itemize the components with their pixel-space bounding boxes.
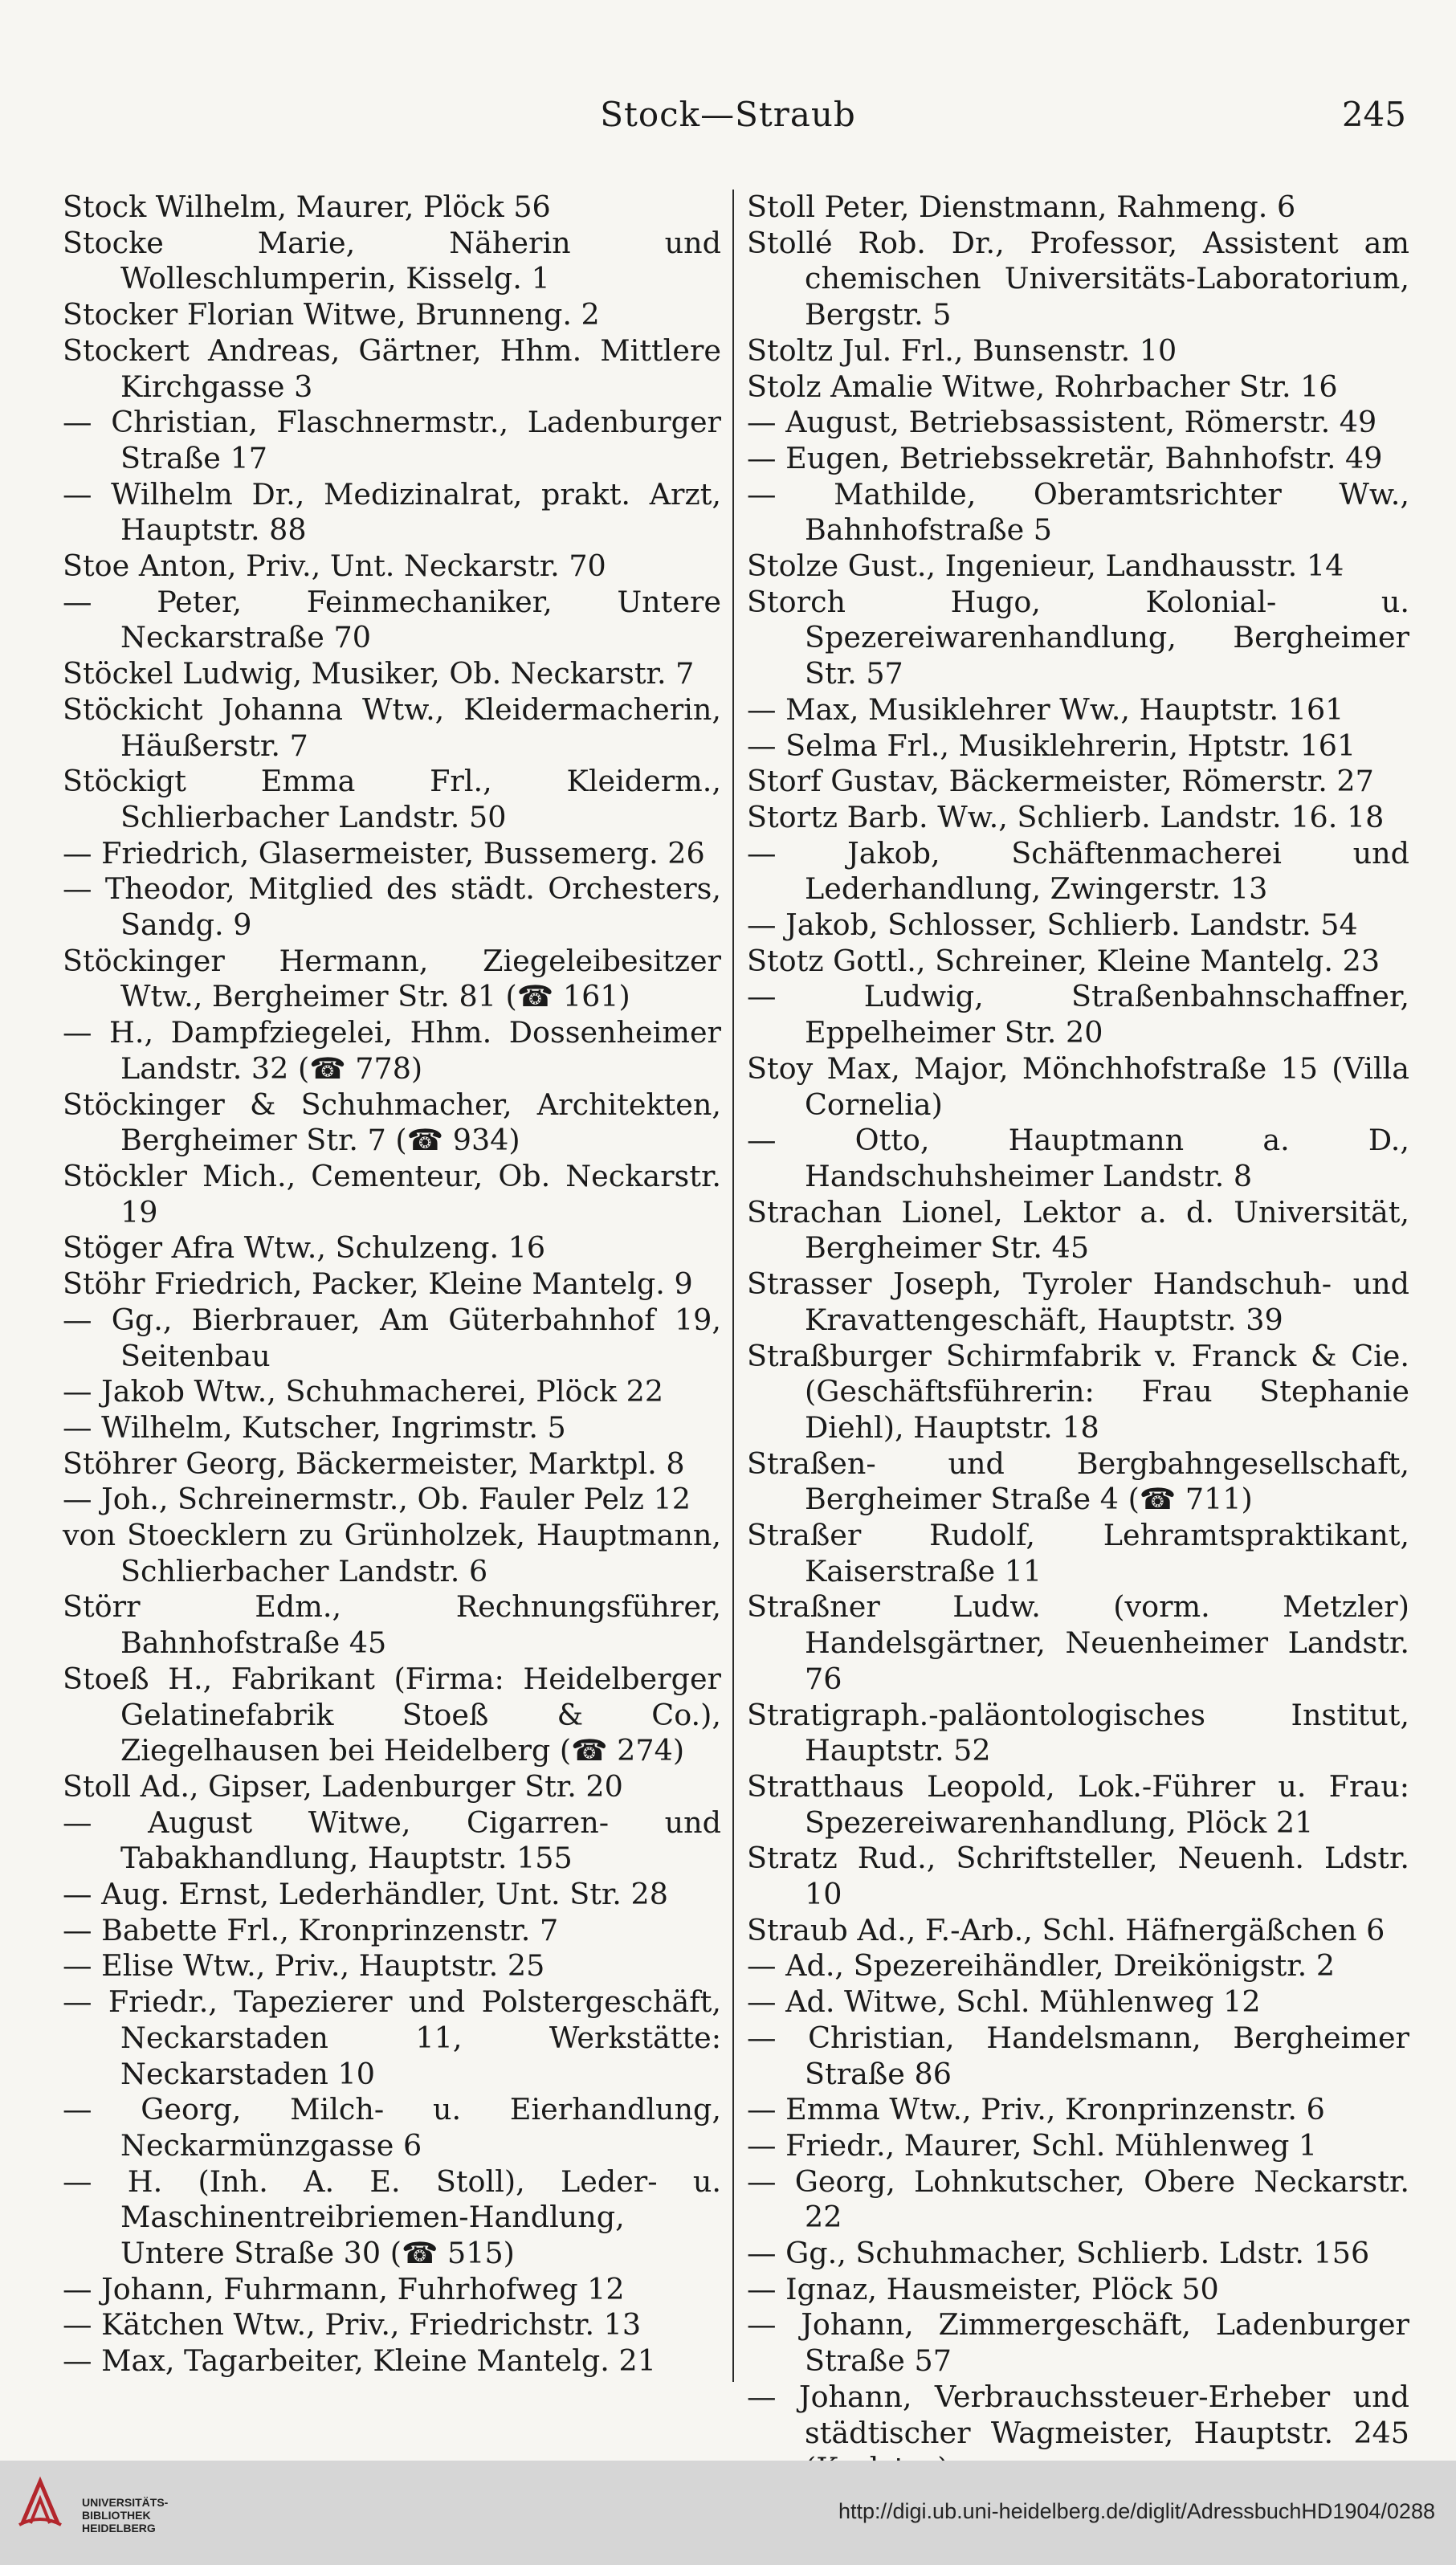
directory-entry: — H. (Inh. A. E. Stoll), Leder- u. Maschinentreibriemen-Handlung, Untere Straße 30 (☎ 515)	[63, 2163, 721, 2271]
directory-entry: Straßen- und Bergbahngesellschaft, Bergheimer Straße 4 (☎ 711)	[747, 1446, 1409, 1517]
directory-entry: Stolze Gust., Ingenieur, Landhausstr. 14	[747, 548, 1344, 584]
directory-entry: Stöckicht Johanna Wtw., Kleidermacherin, Häußerstr. 7	[63, 691, 721, 763]
logo-line: HEIDELBERG	[82, 2522, 156, 2534]
directory-entry: — Friedr., Maurer, Schl. Mühlenweg 1	[747, 2127, 1318, 2163]
directory-entry: — Gg., Schuhmacher, Schlierb. Ldstr. 156	[747, 2236, 1370, 2271]
directory-entry: — H., Dampfziegelei, Hhm. Dossenheimer Landstr. 32 (☎ 778)	[63, 1015, 721, 1086]
directory-entry: Stoltz Jul. Frl., Bunsenstr. 10	[747, 332, 1177, 368]
directory-entry: Straßner Ludw. (vorm. Metzler) Handelsgärtner, Neuenheimer Landstr. 76	[747, 1589, 1409, 1696]
directory-entry: Stocke Marie, Näherin und Wolleschlumperin, Kisselg. 1	[63, 225, 721, 296]
directory-entry: — Otto, Hauptmann a. D., Handschuhsheimer Landstr. 8	[747, 1123, 1409, 1193]
directory-entry: — Christian, Flaschnermstr., Ladenburger Straße 17	[63, 405, 721, 475]
left-column	[63, 190, 721, 2390]
directory-entry: Straub Ad., F.-Arb., Schl. Häfnergäßchen 6	[747, 1912, 1385, 1947]
directory-entry: — August, Betriebsassistent, Römerstr. 49	[747, 405, 1377, 440]
logo-line: UNIVERSITÄTS-	[82, 2496, 169, 2509]
directory-entry: Stratthaus Leopold, Lok.-Führer u. Frau: Spezereiwarenhandlung, Plöck 21	[747, 1768, 1409, 1840]
directory-entry: — Max, Musiklehrer Ww., Hauptstr. 161	[747, 691, 1344, 727]
right-column	[747, 190, 1409, 2450]
page-number: 245	[1341, 95, 1406, 134]
source-url-link[interactable]: http://digi.ub.uni-heidelberg.de/diglit/AdressbuchHD1904/0288	[838, 2499, 1435, 2523]
directory-entry: — Emma Wtw., Priv., Kronprinzenstr. 6	[747, 2092, 1325, 2127]
directory-entry: — Ludwig, Straßenbahnschaffner, Eppelheimer Str. 20	[747, 979, 1409, 1050]
page-title: Stock—Straub	[600, 95, 856, 134]
library-seal-icon	[16, 2475, 64, 2531]
directory-entry: Stöckler Mich., Cementeur, Ob. Neckarstr. 19	[63, 1158, 721, 1229]
directory-entry: — Wilhelm, Kutscher, Ingrimstr. 5	[63, 1409, 566, 1445]
directory-entry: Stoeß H., Fabrikant (Firma: Heidelberger Gelatinefabrik Stoeß & Co.), Ziegelhausen bei Heidelberg (☎ 274)	[63, 1661, 721, 1768]
directory-entry: — Johann, Fuhrmann, Fuhrhofweg 12	[63, 2271, 625, 2306]
directory-entry: Stollé Rob. Dr., Professor, Assistent am chemischen Universitäts-Laboratorium, Bergstr. 5	[747, 225, 1409, 332]
directory-entry: Stöckinger Hermann, Ziegeleibesitzer Wtw., Bergheimer Str. 81 (☎ 161)	[63, 943, 721, 1014]
directory-entry: — Georg, Milch- u. Eierhandlung, Neckarmünzgasse 6	[63, 2092, 721, 2163]
university-library-logo[interactable]	[16, 2475, 209, 2551]
directory-entry: Stolz Amalie Witwe, Rohrbacher Str. 16	[747, 369, 1338, 404]
directory-entry: — Johann, Zimmergeschäft, Ladenburger Straße 57	[747, 2307, 1409, 2379]
footer-bar	[0, 2461, 1456, 2565]
directory-entry: — Mathilde, Oberamtsrichter Ww., Bahnhofstraße 5	[747, 476, 1409, 548]
directory-entry: Stratigraph.-paläontologisches Institut, Hauptstr. 52	[747, 1697, 1409, 1768]
directory-entry: — Christian, Handelsmann, Bergheimer Straße 86	[747, 2020, 1409, 2091]
directory-entry: Stoy Max, Major, Mönchhofstraße 15 (Villa Cornelia)	[747, 1050, 1409, 1122]
directory-entry: — Peter, Feinmechaniker, Untere Neckarstraße 70	[63, 584, 721, 655]
directory-entry: — Ad., Spezereihändler, Dreikönigstr. 2	[747, 1948, 1336, 1984]
directory-entry: Stoll Peter, Dienstmann, Rahmeng. 6	[747, 190, 1296, 224]
directory-entry: — Ad. Witwe, Schl. Mühlenweg 12	[747, 1984, 1261, 2020]
directory-entry: — Ignaz, Hausmeister, Plöck 50	[747, 2271, 1219, 2306]
directory-entry: — Aug. Ernst, Lederhändler, Unt. Str. 28	[63, 1877, 668, 1912]
directory-entry: Storch Hugo, Kolonial- u. Spezereiwarenhandlung, Bergheimer Str. 57	[747, 584, 1409, 691]
directory-entry: Stock Wilhelm, Maurer, Plöck 56	[63, 190, 551, 224]
directory-entry: Stoll Ad., Gipser, Ladenburger Str. 20	[63, 1768, 623, 1804]
directory-entry: Stöckinger & Schuhmacher, Architekten, Bergheimer Str. 7 (☎ 934)	[63, 1087, 721, 1158]
directory-entry: — Jakob Wtw., Schuhmacherei, Plöck 22	[63, 1374, 664, 1409]
directory-entry: — Jakob, Schäftenmacherei und Lederhandlung, Zwingerstr. 13	[747, 835, 1409, 907]
directory-entry: Stoe Anton, Priv., Unt. Neckarstr. 70	[63, 548, 606, 584]
directory-entry: — Wilhelm Dr., Medizinalrat, prakt. Arzt, Hauptstr. 88	[63, 476, 721, 548]
directory-entry: Strasser Joseph, Tyroler Handschuh- und Kravattengeschäft, Hauptstr. 39	[747, 1266, 1409, 1337]
directory-entry: von Stoecklern zu Grünholzek, Hauptmann, Schlierbacher Landstr. 6	[63, 1518, 721, 1588]
directory-entry: — Joh., Schreinermstr., Ob. Fauler Pelz 12	[63, 1482, 691, 1517]
page-header	[0, 95, 1456, 151]
directory-entry: Straßburger Schirmfabrik v. Franck & Cie. (Geschäftsführerin: Frau Stephanie Diehl), Hauptstr. 18	[747, 1338, 1409, 1445]
directory-entry: Straßer Rudolf, Lehramtspraktikant, Kaiserstraße 11	[747, 1518, 1409, 1588]
directory-entry: Stöger Afra Wtw., Schulzeng. 16	[63, 1230, 546, 1266]
column-divider	[732, 190, 734, 2382]
directory-entry: — Theodor, Mitglied des städt. Orchesters, Sandg. 9	[63, 871, 721, 943]
logo-text	[82, 2496, 168, 2534]
directory-entry: — Friedr., Tapezierer und Polstergeschäft, Neckarstaden 11, Werkstätte: Neckarstaden 10	[63, 1984, 721, 2091]
directory-entry: Strachan Lionel, Lektor a. d. Universität, Bergheimer Str. 45	[747, 1194, 1409, 1266]
directory-entry: Stratz Rud., Schriftsteller, Neuenh. Ldstr. 10	[747, 1841, 1409, 1912]
directory-entry: — Kätchen Wtw., Priv., Friedrichstr. 13	[63, 2307, 642, 2343]
directory-entry: Stotz Gottl., Schreiner, Kleine Mantelg. 23	[747, 943, 1381, 978]
directory-entry: Störr Edm., Rechnungsführer, Bahnhofstraße 45	[63, 1589, 721, 1661]
directory-entry: Stortz Barb. Ww., Schlierb. Landstr. 16. 18	[747, 799, 1385, 834]
directory-entry: — Friedrich, Glasermeister, Bussemerg. 26	[63, 835, 705, 871]
directory-entry: — Gg., Bierbrauer, Am Güterbahnhof 19, Seitenbau	[63, 1302, 721, 1373]
directory-entry: — Elise Wtw., Priv., Hauptstr. 25	[63, 1948, 545, 1984]
directory-entry: Stöckigt Emma Frl., Kleiderm., Schlierbacher Landstr. 50	[63, 764, 721, 834]
directory-entry: Stockert Andreas, Gärtner, Hhm. Mittlere Kirchgasse 3	[63, 332, 721, 404]
directory-entry: Stocker Florian Witwe, Brunneng. 2	[63, 297, 600, 332]
directory-entry: — Johann, Verbrauchssteuer-Erheber und städtischer Wagmeister, Hauptstr. 245	[747, 2379, 1409, 2450]
directory-entry: — Eugen, Betriebssekretär, Bahnhofstr. 49	[747, 440, 1383, 475]
directory-entry: — Georg, Lohnkutscher, Obere Neckarstr. 22	[747, 2163, 1409, 2235]
directory-entry: Storf Gustav, Bäckermeister, Römerstr. 27	[747, 764, 1374, 799]
directory-entry: — August Witwe, Cigarren- und Tabakhandlung, Hauptstr. 155	[63, 1804, 721, 1876]
directory-entry: Stöckel Ludwig, Musiker, Ob. Neckarstr. 7	[63, 656, 695, 691]
directory-entry: Stöhrer Georg, Bäckermeister, Marktpl. 8	[63, 1446, 685, 1481]
logo-line: BIBLIOTHEK	[82, 2509, 151, 2522]
directory-entry: — Max, Tagarbeiter, Kleine Mantelg. 21	[63, 2343, 656, 2379]
directory-entry: — Jakob, Schlosser, Schlierb. Landstr. 54	[747, 907, 1358, 943]
directory-entry: — Selma Frl., Musiklehrerin, Hptstr. 161	[747, 728, 1356, 763]
directory-entry: Stöhr Friedrich, Packer, Kleine Mantelg. 9	[63, 1266, 693, 1302]
directory-entry: — Babette Frl., Kronprinzenstr. 7	[63, 1912, 559, 1947]
